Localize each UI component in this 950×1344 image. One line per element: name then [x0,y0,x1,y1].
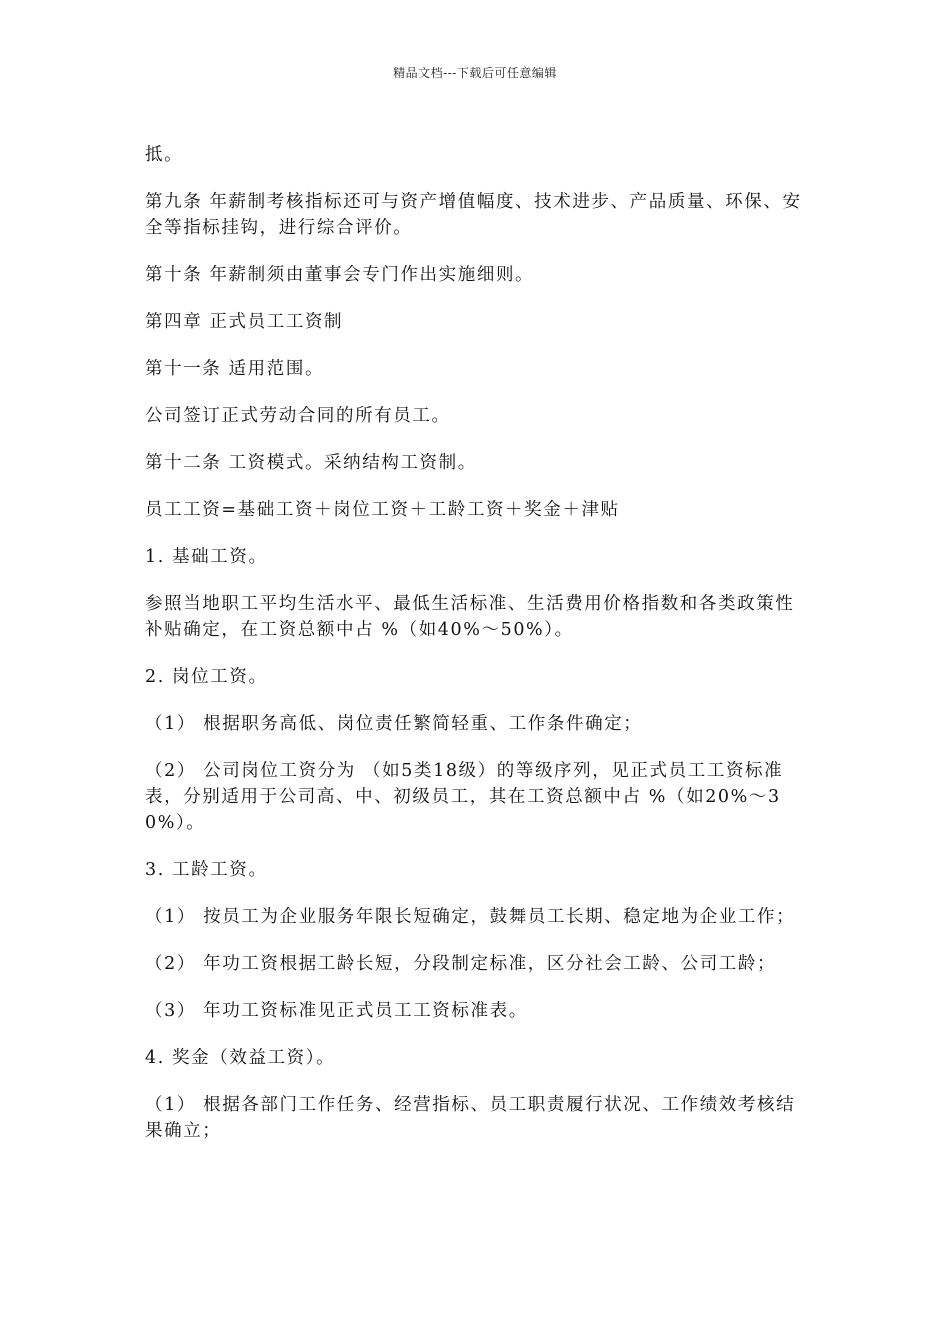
item-2-clause-2: （2） 公司岗位工资分为 （如5类18级）的等级序列，见正式员工工资标准表，分别适用于公司高、中、初级员工，其在工资总额中占 %（如20%～30%）。 [145,761,784,833]
article-10: 第十条 年薪制须由董事会专门作出实施细则。 [145,265,535,285]
item-3-clause-1: （1） 按员工为企业服务年限长短确定，鼓舞员工长期、稳定地为企业工作； [145,907,796,927]
item-1-base-salary: 1. 基础工资。 [145,547,268,567]
item-1-description: 参照当地职工平均生活水平、最低生活标准、生活费用价格指数和各类政策性补贴确定，在工资总额中占 %（如40%～50%）。 [145,594,795,640]
item-4-clause-1: （1） 根据各部门工作任务、经营指标、员工职责履行状况、工作绩效考核结果确立； [145,1095,796,1141]
chapter-4-heading: 第四章 正式员工工资制 [145,312,344,332]
item-3-seniority-salary: 3. 工龄工资。 [145,860,268,880]
article-11-scope: 公司签订正式劳动合同的所有员工。 [145,406,451,426]
page-header: 精品文档---下载后可任意编辑 [393,66,557,80]
item-3-clause-3: （3） 年功工资标准见正式员工工资标准表。 [145,1001,528,1021]
item-2-position-salary: 2. 岗位工资。 [145,667,268,687]
salary-formula: 员工工资=基础工资＋岗位工资＋工龄工资＋奖金＋津贴 [145,500,620,520]
article-9: 第九条 年薪制考核指标还可与资产增值幅度、技术进步、产品质量、环保、安全等指标挂钩，进行综合评价。 [145,192,802,238]
item-4-bonus: 4. 奖金（效益工资）。 [145,1048,336,1068]
article-11: 第十一条 适用范围。 [145,359,325,379]
article-12: 第十二条 工资模式。采纳结构工资制。 [145,453,477,473]
item-3-clause-2: （2） 年功工资根据工龄长短，分段制定标准，区分社会工龄、公司工龄； [145,954,777,974]
document-body [145,142,805,1165]
item-2-clause-1: （1） 根据职务高低、岗位责任繁简轻重、工作条件确定； [145,714,643,734]
paragraph-continuation: 抵。 [145,145,184,165]
